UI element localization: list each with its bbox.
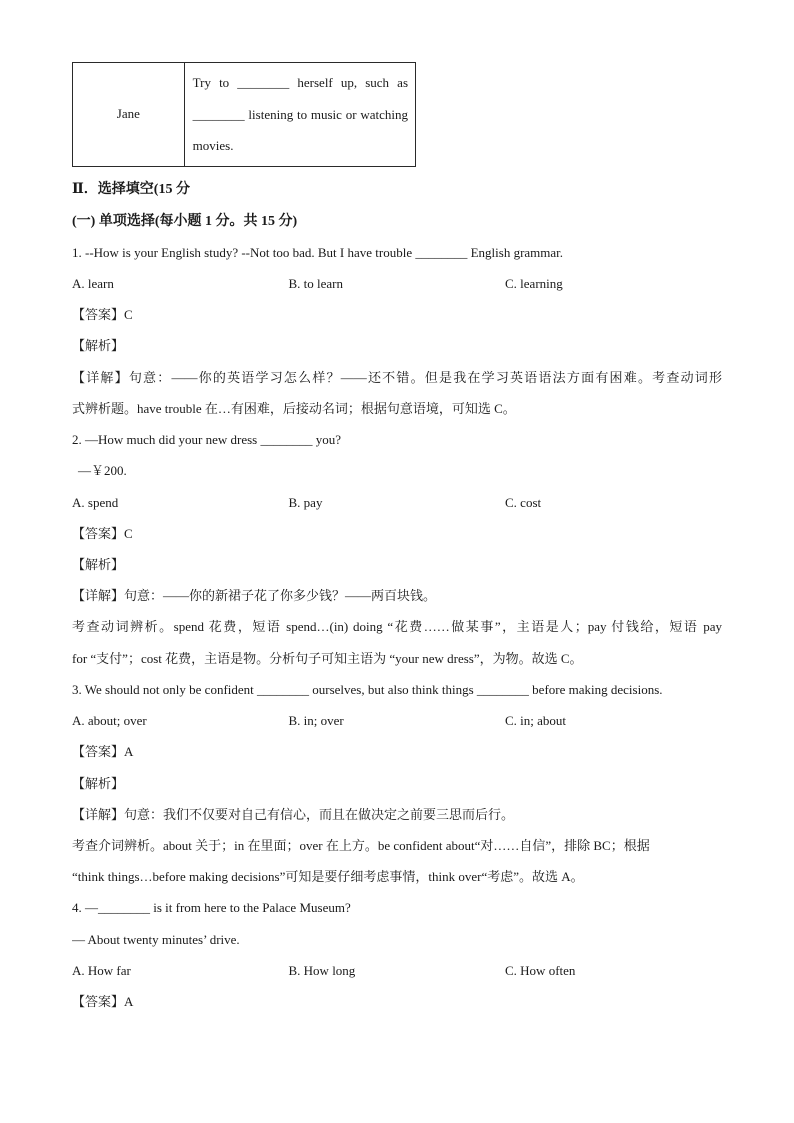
analysis-label: 【解析】 xyxy=(72,557,125,573)
option-c: C. How often xyxy=(505,962,576,978)
question-2 xyxy=(72,424,722,674)
question-stem-reply: — About twenty minutes’ drive. xyxy=(72,931,240,947)
answer-line: 【答案】C xyxy=(72,525,133,541)
question-stem: 4. —________ is it from here to the Palace Museum? xyxy=(72,900,351,916)
answer-line: 【答案】A xyxy=(72,744,134,760)
question-section xyxy=(72,174,722,1017)
question-stem: 1. --How is your English study? --Not too bad. But I have trouble ________ English grammar. xyxy=(72,244,564,260)
section-heading: Ⅱ．选择填空(15 分 xyxy=(72,182,190,198)
option-b: B. pay xyxy=(288,494,323,510)
answer-line: 【答案】C xyxy=(72,307,133,323)
option-a: A. learn xyxy=(72,276,114,292)
detail-line: 式辨析题。have trouble 在…有困难，后接动名词；根据句意语境，可知选 C。 xyxy=(72,400,516,416)
option-a: A. spend xyxy=(72,494,119,510)
question-stem: 3. We should not only be confident ________ ourselves, but also think things ________ before making decisions. xyxy=(72,681,663,697)
option-b: B. to learn xyxy=(288,276,344,292)
detail-line: 【详解】句意：——你的英语学习怎么样？——还不错。但是我在学习英语语法方面有困难。考查动词形 xyxy=(72,369,722,385)
option-b: B. How long xyxy=(288,962,356,978)
question-3 xyxy=(72,674,722,893)
options-row xyxy=(72,705,722,736)
answer-line: 【答案】A xyxy=(72,994,134,1010)
section-subheading: (一) 单项选择(每小题 1 分。共 15 分) xyxy=(72,213,298,229)
analysis-label: 【解析】 xyxy=(72,338,125,354)
option-a: A. How far xyxy=(72,962,131,978)
detail-line: for “支付”；cost 花费，主语是物。分析句子可知主语为 “your new dress”，为物。故选 C。 xyxy=(72,650,583,666)
question-stem-reply: —￥200. xyxy=(78,463,127,479)
table-cell-advice: Try to ________ herself up, such as ________ listening to music or watching movies. xyxy=(184,63,415,167)
question-stem: 2. —How much did your new dress ________ you? xyxy=(72,432,341,448)
detail-line: “think things…before making decisions”可知是要仔细考虑事情，think over“考虑”。故选 A。 xyxy=(72,869,584,885)
question-1 xyxy=(72,237,722,424)
option-c: C. cost xyxy=(505,494,542,510)
options-row xyxy=(72,487,722,518)
question-4 xyxy=(72,892,722,1017)
options-row xyxy=(72,268,722,299)
analysis-label: 【解析】 xyxy=(72,775,125,791)
detail-line: 考查动词辨析。spend 花费，短语 spend…(in) doing “花费……做某事”，主语是人；pay 付钱给，短语 pay xyxy=(72,619,722,635)
table-row xyxy=(73,63,416,167)
option-b: B. in; over xyxy=(288,713,344,729)
detail-line: 考查介词辨析。about 关于；in 在里面；over 在上方。be confident about“对……自信”，排除 BC；根据 xyxy=(72,837,650,853)
table-cell-name: Jane xyxy=(73,63,185,167)
option-c: C. in; about xyxy=(505,713,567,729)
advice-table xyxy=(72,62,416,167)
detail-line: 【详解】句意：我们不仅要对自己有信心，而且在做决定之前要三思而后行。 xyxy=(72,806,515,822)
options-row xyxy=(72,955,722,986)
option-c: C. learning xyxy=(505,276,563,292)
option-a: A. about; over xyxy=(72,713,147,729)
detail-line: 【详解】句意：——你的新裙子花了你多少钱？——两百块钱。 xyxy=(72,588,437,604)
